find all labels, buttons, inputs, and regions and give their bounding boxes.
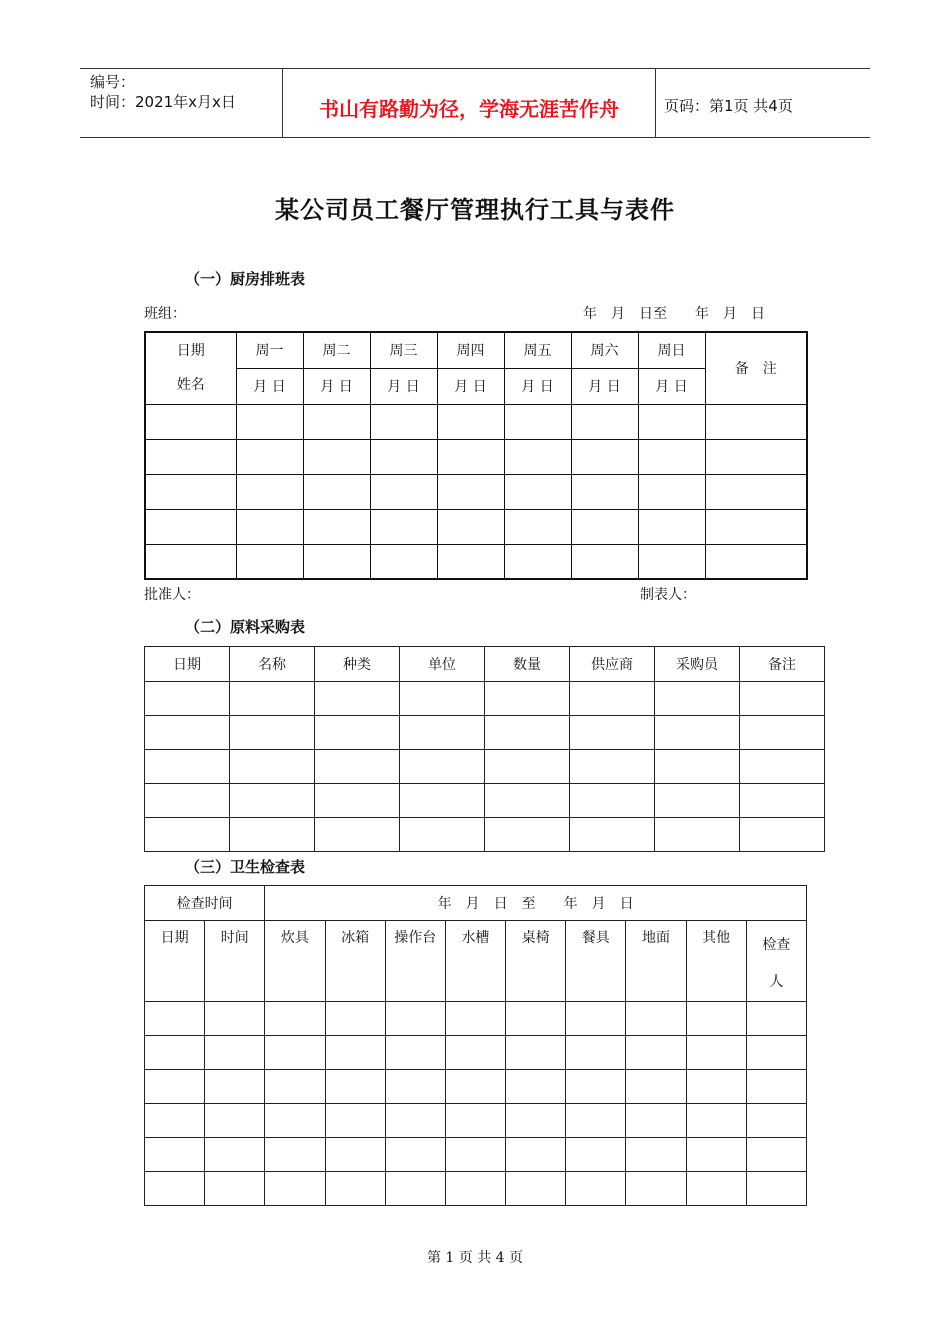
empty-cell bbox=[506, 1036, 566, 1070]
empty-cell bbox=[145, 544, 236, 579]
empty-cell bbox=[385, 1070, 445, 1104]
empty-cell bbox=[145, 404, 236, 439]
day-header: 周四 bbox=[437, 332, 504, 368]
empty-cell bbox=[205, 1172, 265, 1206]
table-row bbox=[145, 404, 807, 439]
empty-cell bbox=[570, 818, 655, 852]
empty-cell bbox=[746, 1036, 806, 1070]
empty-cell bbox=[145, 716, 230, 750]
day-header: 周三 bbox=[370, 332, 437, 368]
empty-cell bbox=[504, 509, 571, 544]
empty-cell bbox=[145, 439, 236, 474]
empty-cell bbox=[566, 1104, 626, 1138]
check-period: 年 月 日 至 年 月 日 bbox=[265, 886, 807, 921]
motto: 书山有路勤为径，学海无涯苦作舟 bbox=[319, 97, 619, 121]
empty-cell bbox=[230, 784, 315, 818]
empty-cell bbox=[485, 682, 570, 716]
schedule-period: 年 月 日至 年 月 日 bbox=[583, 306, 765, 322]
column-header: 种类 bbox=[315, 647, 400, 682]
table-row bbox=[145, 1172, 807, 1206]
empty-cell bbox=[236, 544, 303, 579]
empty-cell bbox=[315, 818, 400, 852]
empty-cell bbox=[740, 682, 825, 716]
corner-date-label: 日期 bbox=[176, 343, 205, 360]
empty-cell bbox=[705, 404, 807, 439]
remark-header: 备 注 bbox=[705, 332, 807, 404]
empty-cell bbox=[655, 784, 740, 818]
empty-cell bbox=[145, 1172, 205, 1206]
empty-cell bbox=[400, 716, 485, 750]
column-header: 地面 bbox=[626, 921, 686, 1002]
empty-cell bbox=[325, 1002, 385, 1036]
day-header: 周日 bbox=[638, 332, 705, 368]
empty-cell bbox=[638, 544, 705, 579]
empty-cell bbox=[740, 818, 825, 852]
day-header: 周二 bbox=[303, 332, 370, 368]
day-header: 周六 bbox=[571, 332, 638, 368]
empty-cell bbox=[570, 750, 655, 784]
empty-cell bbox=[485, 716, 570, 750]
column-header: 检查人 bbox=[746, 921, 806, 1002]
section-title-kitchen: （一）厨房排班表 bbox=[185, 270, 306, 288]
empty-cell bbox=[740, 750, 825, 784]
empty-cell bbox=[626, 1036, 686, 1070]
empty-cell bbox=[205, 1138, 265, 1172]
empty-cell bbox=[325, 1104, 385, 1138]
empty-cell bbox=[205, 1002, 265, 1036]
table-row bbox=[145, 750, 825, 784]
header-page-cell bbox=[656, 69, 870, 137]
corner-cell bbox=[145, 332, 236, 404]
empty-cell bbox=[236, 404, 303, 439]
empty-cell bbox=[385, 1104, 445, 1138]
date-cell: 月 日 bbox=[236, 368, 303, 404]
column-header: 采购员 bbox=[655, 647, 740, 682]
empty-cell bbox=[385, 1036, 445, 1070]
empty-cell bbox=[370, 474, 437, 509]
day-header: 周一 bbox=[236, 332, 303, 368]
empty-cell bbox=[325, 1070, 385, 1104]
empty-cell bbox=[385, 1138, 445, 1172]
table-row bbox=[145, 1104, 807, 1138]
date-cell: 月 日 bbox=[638, 368, 705, 404]
empty-cell bbox=[303, 509, 370, 544]
empty-cell bbox=[315, 716, 400, 750]
date-cell: 月 日 bbox=[370, 368, 437, 404]
empty-cell bbox=[485, 818, 570, 852]
column-header: 供应商 bbox=[570, 647, 655, 682]
empty-cell bbox=[303, 474, 370, 509]
empty-cell bbox=[626, 1070, 686, 1104]
empty-cell bbox=[504, 544, 571, 579]
empty-cell bbox=[315, 682, 400, 716]
column-header: 备注 bbox=[740, 647, 825, 682]
empty-cell bbox=[265, 1104, 325, 1138]
empty-cell bbox=[570, 784, 655, 818]
table-row bbox=[145, 474, 807, 509]
table-row bbox=[145, 1036, 807, 1070]
table-row bbox=[145, 544, 807, 579]
table-row bbox=[145, 509, 807, 544]
purchase-table bbox=[144, 646, 825, 852]
empty-cell bbox=[746, 1104, 806, 1138]
empty-cell bbox=[746, 1138, 806, 1172]
column-header: 其他 bbox=[686, 921, 746, 1002]
empty-cell bbox=[571, 404, 638, 439]
empty-cell bbox=[626, 1002, 686, 1036]
empty-cell bbox=[504, 474, 571, 509]
empty-cell bbox=[571, 439, 638, 474]
empty-cell bbox=[566, 1036, 626, 1070]
time-label: 时间：2021年x月x日 bbox=[90, 93, 236, 111]
column-header: 日期 bbox=[145, 921, 205, 1002]
empty-cell bbox=[370, 439, 437, 474]
empty-cell bbox=[445, 1138, 505, 1172]
approver-label: 批准人： bbox=[144, 587, 200, 603]
empty-cell bbox=[205, 1070, 265, 1104]
empty-cell bbox=[145, 1138, 205, 1172]
empty-cell bbox=[445, 1172, 505, 1206]
empty-cell bbox=[655, 682, 740, 716]
table-row bbox=[145, 439, 807, 474]
empty-cell bbox=[370, 404, 437, 439]
day-header: 周五 bbox=[504, 332, 571, 368]
empty-cell bbox=[655, 716, 740, 750]
empty-cell bbox=[566, 1070, 626, 1104]
empty-cell bbox=[485, 750, 570, 784]
column-header: 炊具 bbox=[265, 921, 325, 1002]
empty-cell bbox=[303, 544, 370, 579]
document-title: 某公司员工餐厅管理执行工具与表件 bbox=[275, 195, 675, 224]
empty-cell bbox=[504, 439, 571, 474]
empty-cell bbox=[626, 1172, 686, 1206]
empty-cell bbox=[145, 1002, 205, 1036]
table-row bbox=[145, 682, 825, 716]
table-row bbox=[145, 818, 825, 852]
empty-cell bbox=[506, 1138, 566, 1172]
empty-cell bbox=[230, 682, 315, 716]
empty-cell bbox=[570, 682, 655, 716]
empty-cell bbox=[303, 439, 370, 474]
column-header: 餐具 bbox=[566, 921, 626, 1002]
empty-cell bbox=[230, 818, 315, 852]
empty-cell bbox=[437, 404, 504, 439]
empty-cell bbox=[385, 1172, 445, 1206]
empty-cell bbox=[506, 1104, 566, 1138]
empty-cell bbox=[445, 1002, 505, 1036]
empty-cell bbox=[506, 1070, 566, 1104]
empty-cell bbox=[265, 1070, 325, 1104]
empty-cell bbox=[315, 750, 400, 784]
check-time-label: 检查时间 bbox=[145, 886, 265, 921]
date-cell: 月 日 bbox=[504, 368, 571, 404]
empty-cell bbox=[570, 716, 655, 750]
empty-cell bbox=[485, 784, 570, 818]
empty-cell bbox=[437, 544, 504, 579]
column-header: 操作台 bbox=[385, 921, 445, 1002]
column-header: 时间 bbox=[205, 921, 265, 1002]
empty-cell bbox=[445, 1104, 505, 1138]
empty-cell bbox=[230, 750, 315, 784]
table-row bbox=[145, 716, 825, 750]
empty-cell bbox=[740, 784, 825, 818]
kitchen-schedule-table bbox=[144, 331, 808, 580]
empty-cell bbox=[571, 474, 638, 509]
empty-cell bbox=[655, 750, 740, 784]
empty-cell bbox=[265, 1002, 325, 1036]
empty-cell bbox=[230, 716, 315, 750]
empty-cell bbox=[746, 1172, 806, 1206]
empty-cell bbox=[400, 784, 485, 818]
empty-cell bbox=[145, 784, 230, 818]
corner-name-label: 姓名 bbox=[176, 377, 205, 394]
empty-cell bbox=[746, 1070, 806, 1104]
empty-cell bbox=[315, 784, 400, 818]
empty-cell bbox=[740, 716, 825, 750]
empty-cell bbox=[385, 1002, 445, 1036]
header-motto-cell bbox=[283, 69, 656, 137]
empty-cell bbox=[145, 750, 230, 784]
empty-cell bbox=[265, 1172, 325, 1206]
empty-cell bbox=[638, 439, 705, 474]
empty-cell bbox=[265, 1036, 325, 1070]
column-header: 冰箱 bbox=[325, 921, 385, 1002]
empty-cell bbox=[236, 509, 303, 544]
empty-cell bbox=[145, 1036, 205, 1070]
empty-cell bbox=[686, 1104, 746, 1138]
column-header: 单位 bbox=[400, 647, 485, 682]
empty-cell bbox=[205, 1104, 265, 1138]
empty-cell bbox=[236, 439, 303, 474]
empty-cell bbox=[400, 750, 485, 784]
team-label: 班组： bbox=[144, 306, 186, 322]
date-cell: 月 日 bbox=[303, 368, 370, 404]
empty-cell bbox=[566, 1138, 626, 1172]
empty-cell bbox=[686, 1172, 746, 1206]
empty-cell bbox=[626, 1138, 686, 1172]
column-header: 日期 bbox=[145, 647, 230, 682]
section-title-purchase: （二）原料采购表 bbox=[185, 618, 306, 636]
empty-cell bbox=[638, 404, 705, 439]
empty-cell bbox=[437, 439, 504, 474]
empty-cell bbox=[303, 404, 370, 439]
table-row bbox=[145, 1138, 807, 1172]
date-cell: 月 日 bbox=[571, 368, 638, 404]
empty-cell bbox=[325, 1036, 385, 1070]
maker-label: 制表人： bbox=[640, 587, 696, 603]
page-footer: 第 1 页 共 4 页 bbox=[426, 1250, 524, 1266]
column-header: 水槽 bbox=[445, 921, 505, 1002]
empty-cell bbox=[370, 509, 437, 544]
empty-cell bbox=[571, 509, 638, 544]
empty-cell bbox=[638, 474, 705, 509]
empty-cell bbox=[686, 1138, 746, 1172]
hygiene-table bbox=[144, 885, 807, 1206]
empty-cell bbox=[566, 1002, 626, 1036]
column-header: 数量 bbox=[485, 647, 570, 682]
table-row bbox=[145, 1002, 807, 1036]
empty-cell bbox=[145, 474, 236, 509]
section-title-hygiene: （三）卫生检查表 bbox=[185, 858, 306, 876]
empty-cell bbox=[370, 544, 437, 579]
serial-label: 编号： bbox=[90, 73, 136, 91]
empty-cell bbox=[325, 1138, 385, 1172]
empty-cell bbox=[686, 1036, 746, 1070]
empty-cell bbox=[506, 1172, 566, 1206]
empty-cell bbox=[638, 509, 705, 544]
empty-cell bbox=[705, 544, 807, 579]
empty-cell bbox=[445, 1070, 505, 1104]
empty-cell bbox=[400, 818, 485, 852]
empty-cell bbox=[705, 474, 807, 509]
header-meta bbox=[80, 69, 283, 137]
column-header: 名称 bbox=[230, 647, 315, 682]
empty-cell bbox=[236, 474, 303, 509]
empty-cell bbox=[437, 474, 504, 509]
empty-cell bbox=[686, 1002, 746, 1036]
empty-cell bbox=[705, 509, 807, 544]
table-row bbox=[145, 784, 825, 818]
empty-cell bbox=[445, 1036, 505, 1070]
date-cell: 月 日 bbox=[437, 368, 504, 404]
column-header: 桌椅 bbox=[506, 921, 566, 1002]
empty-cell bbox=[265, 1138, 325, 1172]
page-label: 页码：第1页 共4页 bbox=[664, 97, 793, 115]
empty-cell bbox=[145, 509, 236, 544]
empty-cell bbox=[325, 1172, 385, 1206]
empty-cell bbox=[205, 1036, 265, 1070]
empty-cell bbox=[145, 1104, 205, 1138]
empty-cell bbox=[145, 682, 230, 716]
empty-cell bbox=[626, 1104, 686, 1138]
table-row bbox=[145, 1070, 807, 1104]
page-header bbox=[80, 68, 870, 138]
empty-cell bbox=[705, 439, 807, 474]
empty-cell bbox=[437, 509, 504, 544]
empty-cell bbox=[400, 682, 485, 716]
empty-cell bbox=[655, 818, 740, 852]
empty-cell bbox=[145, 1070, 205, 1104]
empty-cell bbox=[506, 1002, 566, 1036]
empty-cell bbox=[566, 1172, 626, 1206]
empty-cell bbox=[746, 1002, 806, 1036]
empty-cell bbox=[686, 1070, 746, 1104]
empty-cell bbox=[145, 818, 230, 852]
empty-cell bbox=[571, 544, 638, 579]
empty-cell bbox=[504, 404, 571, 439]
